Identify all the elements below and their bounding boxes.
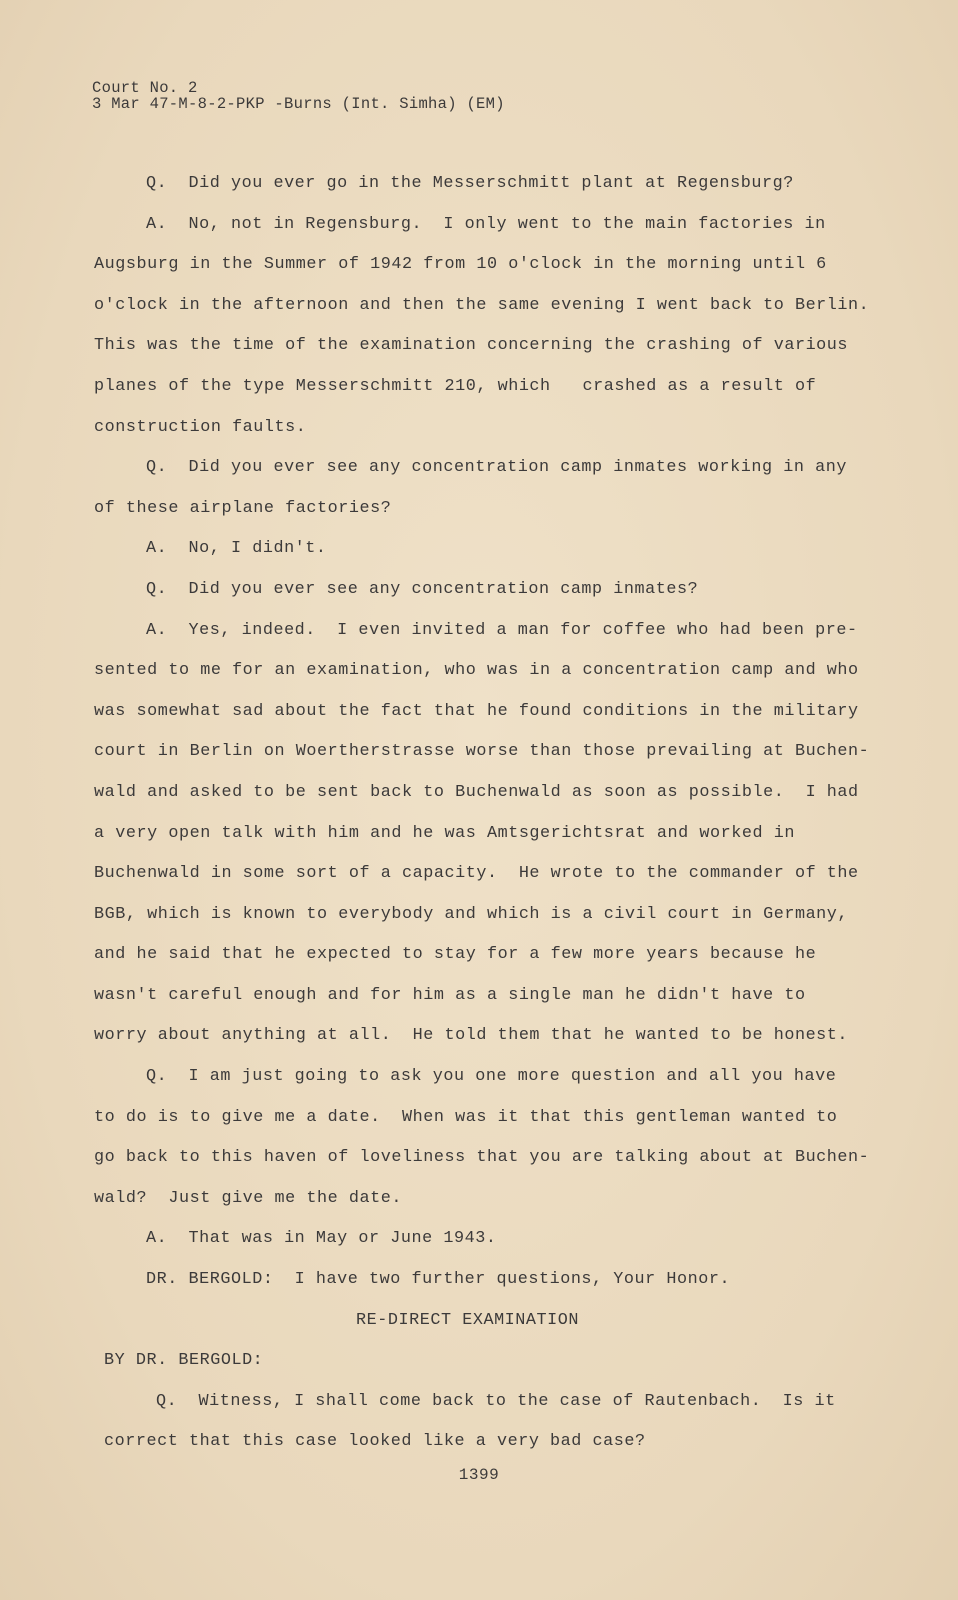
transcript-line: sented to me for an examination, who was in a concentration camp and who [94, 661, 859, 681]
transcript-line: was somewhat sad about the fact that he found conditions in the military [94, 701, 859, 721]
transcript-body [0, 164, 958, 1463]
page-number: 1399 [458, 1466, 500, 1484]
transcript-line: Augsburg in the Summer of 1942 from 10 o'clock in the morning until 6 [94, 255, 827, 275]
transcript-line: wasn't careful enough and for him as a single man he didn't have to [94, 985, 806, 1005]
transcript-line: wald? Just give me the date. [94, 1188, 402, 1208]
transcript-line: court in Berlin on Woertherstrasse worse than those prevailing at Buchen- [94, 742, 870, 762]
transcript-line: wald and asked to be sent back to Buchenwald as soon as possible. I had [94, 782, 859, 802]
transcript-line: correct that this case looked like a very bad case? [104, 1432, 646, 1452]
transcript-line: This was the time of the examination concerning the crashing of various [94, 336, 849, 356]
transcript-line: DR. BERGOLD: I have two further questions, Your Honor. [146, 1270, 731, 1290]
transcript-line: construction faults. [94, 417, 307, 437]
transcript-line: BY DR. BERGOLD: [104, 1351, 264, 1371]
transcript-line: A. That was in May or June 1943. [146, 1229, 497, 1249]
transcript-line: Q. Witness, I shall come back to the case of Rautenbach. Is it [156, 1391, 836, 1411]
transcript-line: RE-DIRECT EXAMINATION [356, 1310, 580, 1330]
court-number: Court No. 2 [92, 79, 198, 97]
transcript-line: Q. Did you ever see any concentration camp inmates? [146, 579, 699, 599]
transcript-line: go back to this haven of loveliness that you are talking about at Buchen- [94, 1148, 870, 1168]
document-header [92, 80, 505, 112]
transcript-line: worry about anything at all. He told them that he wanted to be honest. [94, 1026, 849, 1046]
transcript-line: Q. Did you ever go in the Messerschmitt plant at Regensburg? [146, 174, 794, 193]
transcript-line: Q. I am just going to ask you one more question and all you have [146, 1067, 837, 1087]
transcript-line: Buchenwald in some sort of a capacity. He wrote to the commander of the [94, 864, 859, 884]
session-reference: 3 Mar 47-M-8-2-PKP -Burns (Int. Simha) (EM) [92, 95, 505, 113]
transcript-line: A. No, not in Regensburg. I only went to the main factories in [146, 214, 826, 234]
transcript-line: planes of the type Messerschmitt 210, which crashed as a result of [94, 376, 817, 396]
transcript-line: A. No, I didn't. [146, 539, 327, 559]
transcript-line: BGB, which is known to everybody and which is a civil court in Germany, [94, 904, 849, 924]
transcript-line: to do is to give me a date. When was it that this gentleman wanted to [94, 1107, 838, 1127]
transcript-line: and he said that he expected to stay for a few more years because he [94, 945, 817, 965]
transcript-line: Q. Did you ever see any concentration camp inmates working in any [146, 458, 847, 478]
transcript-line: of these airplane factories? [94, 498, 392, 518]
transcript-line: o'clock in the afternoon and then the same evening I went back to Berlin. [94, 295, 870, 315]
transcript-line: A. Yes, indeed. I even invited a man for coffee who had been pre- [146, 620, 858, 640]
transcript-line: a very open talk with him and he was Amtsgerichtsrat and worked in [94, 823, 795, 843]
